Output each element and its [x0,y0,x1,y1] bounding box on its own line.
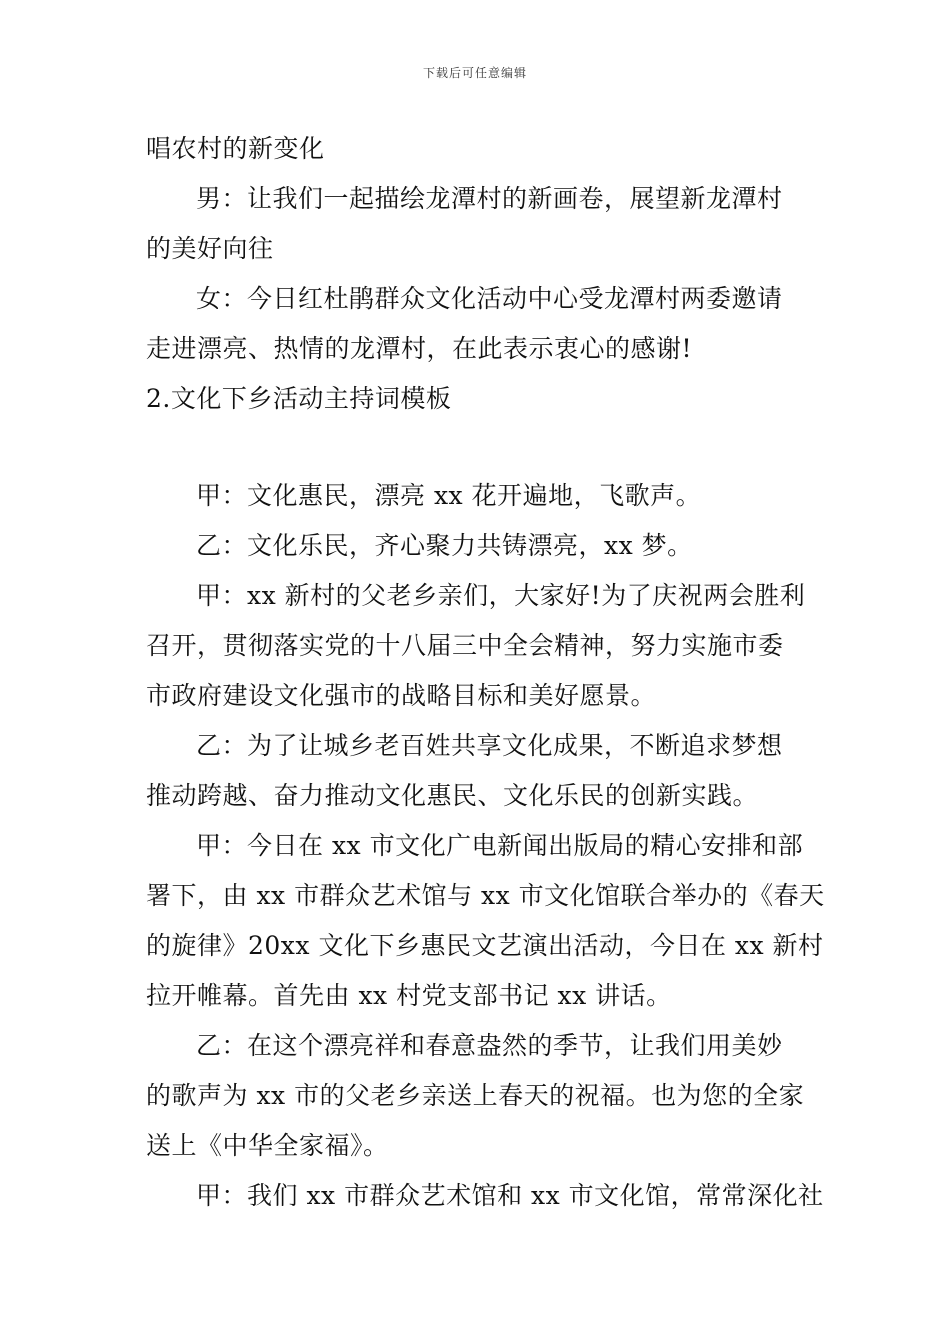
body-line: 市政府建设文化强市的战略目标和美好愿景。 [146,681,657,710]
body-line: 召开，贯彻落实党的十八届三中全会精神，努力实施市委 [146,631,784,660]
body-line: 乙：为了让城乡老百姓共享文化成果，不断追求梦想 [196,731,783,760]
body-line: 女：今日红杜鹃群众文化活动中心受龙潭村两委邀请 [196,284,783,313]
body-line: 署下，由 xx 市群众艺术馆与 xx 市文化馆联合举办的《春天 [146,881,825,910]
document-body [146,124,825,1221]
body-line: 的旋律》20xx 文化下乡惠民文艺演出活动，今日在 xx 新村 [146,931,824,960]
body-line: 唱农村的新变化 [146,134,325,163]
body-line: 推动跨越、奋力推动文化惠民、文化乐民的创新实践。 [146,781,759,810]
body-line: 甲：今日在 xx 市文化广电新闻出版局的精心安排和部 [196,831,804,860]
body-line: 甲：xx 新村的父老乡亲们，大家好!为了庆祝两会胜利 [196,581,806,610]
section-heading: 2.文化下乡活动主持词模板 [146,384,452,413]
body-line: 甲：我们 xx 市群众艺术馆和 xx 市文化馆，常常深化社 [196,1181,824,1210]
body-line: 走进漂亮、热情的龙潭村，在此表示衷心的感谢! [146,334,693,363]
body-line: 乙：文化乐民，齐心聚力共铸漂亮，xx 梦。 [196,531,693,560]
body-line: 送上《中华全家福》。 [146,1131,389,1160]
body-line: 乙：在这个漂亮祥和春意盎然的季节，让我们用美妙 [196,1031,783,1060]
blank-spacer [146,424,810,471]
page-header: 下载后可任意编辑 [422,66,527,80]
body-line: 拉开帷幕。首先由 xx 村党支部书记 xx 讲话。 [146,981,672,1010]
body-line: 的歌声为 xx 市的父老乡亲送上春天的祝福。也为您的全家 [146,1081,805,1110]
body-line: 的美好向往 [146,234,274,263]
body-line: 男：让我们一起描绘龙潭村的新画卷，展望新龙潭村 [196,184,783,213]
body-line: 甲：文化惠民，漂亮 xx 花开遍地，飞歌声。 [196,481,702,510]
